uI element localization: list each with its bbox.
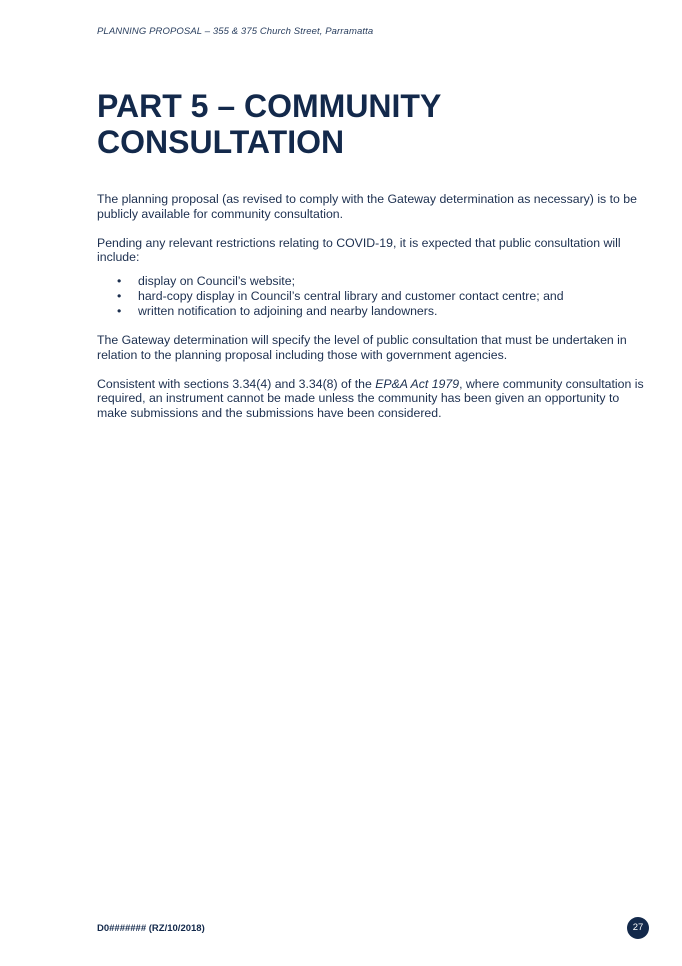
page-title-line-2: CONSULTATION (97, 124, 345, 160)
paragraph-3: The Gateway determination will specify the level of public consultation that must be undertaken in relation to the planning proposal including those with government agencies. (97, 333, 627, 362)
bullet-icon: • (117, 288, 122, 303)
paragraph-1: The planning proposal (as revised to comply with the Gateway determination as necessary) is to be publicly available for community consultation. (97, 192, 637, 221)
paragraph-4 (97, 377, 645, 421)
list-item (97, 289, 645, 304)
body-content (97, 192, 645, 435)
list-item-text: written notification to adjoining and nearby landowners. (138, 303, 438, 318)
paragraph-2: Pending any relevant restrictions relating to COVID-19, it is expected that public consultation will include: (97, 235, 621, 265)
paragraph-4-text-start: Consistent with sections 3.34(4) and 3.34(8) of the (97, 376, 376, 391)
consultation-list (97, 274, 645, 318)
bullet-icon: • (117, 303, 122, 318)
page-title-line-1: PART 5 – COMMUNITY (97, 88, 442, 124)
paragraph-4-text-end: , where community consultation is required, an instrument cannot be made unless the community has been given an opportunity to make submissions and the submissions have been considered. (97, 376, 644, 421)
act-citation: EP&A Act 1979 (375, 376, 460, 391)
list-item-text: hard-copy display in Council’s central library and customer contact centre; and (138, 288, 564, 303)
running-header: PLANNING PROPOSAL – 355 & 375 Church Street, Parramatta (97, 26, 374, 37)
bullet-icon: • (117, 274, 122, 289)
list-item (97, 274, 645, 289)
page-title (97, 88, 577, 160)
list-item (97, 304, 645, 319)
list-item-text: display on Council’s website; (138, 274, 295, 289)
page-number-badge: 27 (627, 917, 649, 939)
document-reference: D0####### (RZ/10/2018) (97, 923, 205, 934)
